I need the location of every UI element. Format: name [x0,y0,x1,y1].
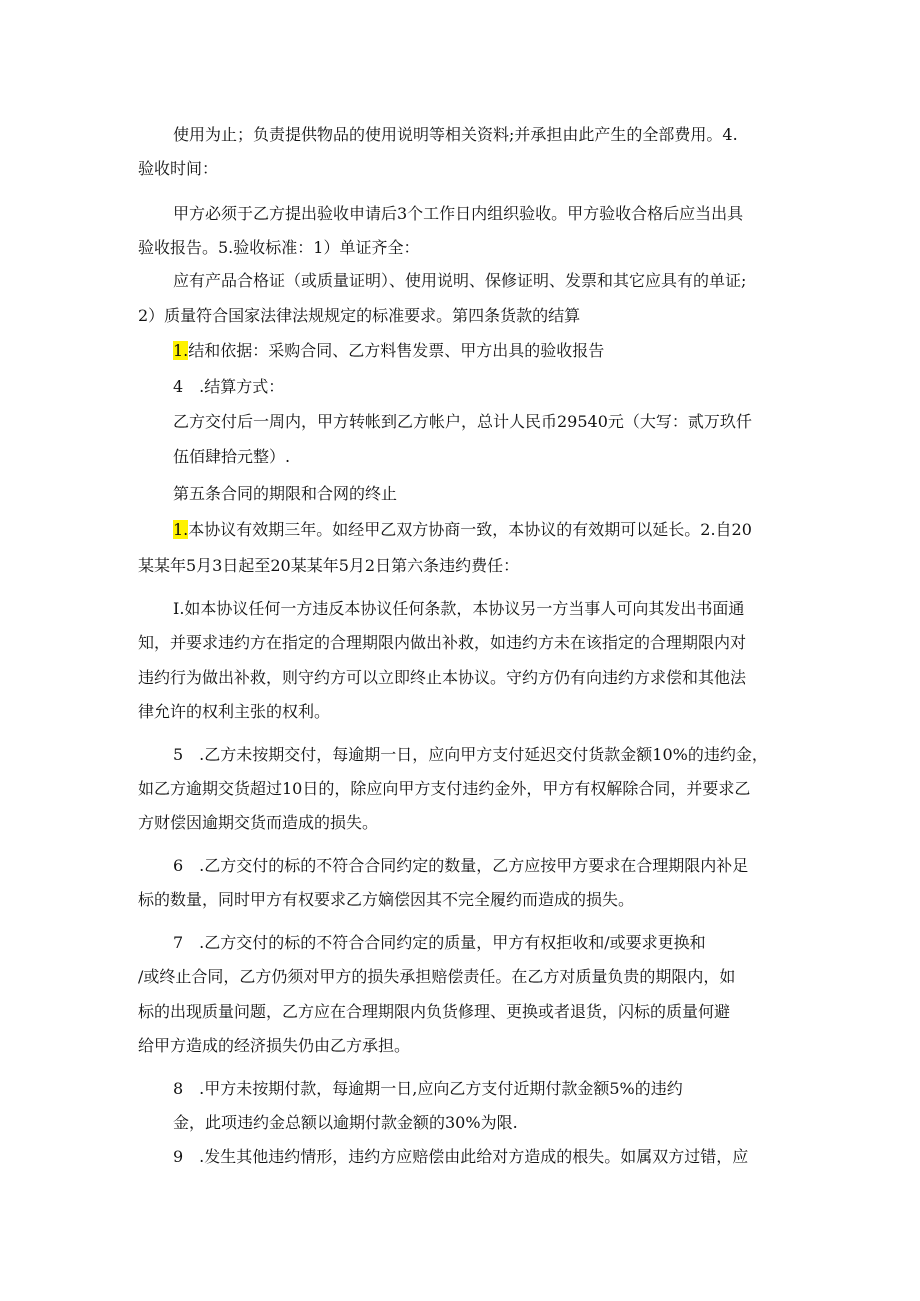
text-line: 应有产品合格证（或质量证明）、使用说明、保修证明、发票和其它应具有的单证; [173,271,747,290]
text-line: 律允许的权利主张的权利。 [138,702,331,721]
text-line: 甲方必须于乙方提出验收申请后3个工作日内组织验收。甲方验收合格后应当出具 [173,204,744,223]
text-line: 2）质量符合国家法律法规规定的标准要求。第四条货款的结算 [138,306,581,325]
text-line-highlighted [173,340,604,362]
highlight-mark: 1. [173,341,189,360]
text-line: 伍佰肆拾元整）. [173,447,291,466]
text-line-content: 本协议有效期三年。如经甲乙双方协商一致，本协议的有效期可以延长。2.自20 [188,520,752,539]
text-line: I.如本协议任何一方违反本协议任何条款，本协议另一方当事人可向其发出书面通 [173,599,745,618]
text-line-content: 结和依据：采购合同、乙方料售发票、甲方出具的验收报告 [188,341,605,360]
text-line: 方财偿因逾期交货而造成的损失。 [138,813,379,832]
text-line: 6 .乙方交付的标的不符合合同约定的数量，乙方应按甲方要求在合理期限内补足 [173,856,749,875]
text-line: 给甲方造成的经济损失仍由乙方承担。 [138,1036,411,1055]
text-line: 验收报告。5.验收标准：1）单证齐全： [138,238,420,257]
text-line: /或终止合同，乙方仍须对甲方的损失承担赔偿责任。在乙方对质量负贵的期限内，如 [138,967,736,986]
text-line: 验收时间： [138,159,219,178]
text-line: 知，并要求违约方在指定的合理期限内做出补救，如违约方未在该指定的合理期限内对 [138,633,747,652]
text-line: 违约行为做出补救，则守约方可以立即终止本协议。守约方仍有向违约方求偿和其他法 [138,668,747,687]
text-line: 4 .结算方式： [173,377,285,396]
text-line: 乙方交付后一周内，甲方转帐到乙方帐户，总计人民币29540元（大写：贰万玖仟 [173,412,752,431]
text-line: 标的出现质量问题，乙方应在合理期限内负货修理、更换或者退货，闪标的质量何避 [138,1002,731,1021]
text-line: 使用为止；负责提供物品的使用说明等相关资料;并承担由此产生的全部费用。4. [173,125,738,144]
text-line: 5 .乙方未按期交付，每逾期一日，应向甲方支付延迟交付货款金额10%的违约金， [173,745,768,764]
text-line: 8 .甲方未按期付款，每逾期一日,应向乙方支付近期付款金额5%的违约 [173,1079,683,1098]
text-line: 9 .发生其他违约情形，违约方应赔偿由此给对方造成的根失。如属双方过错，应 [173,1147,749,1166]
highlight-mark: 1. [173,520,189,539]
text-line-highlighted [173,519,752,541]
text-line: 7 .乙方交付的标的不符合合同约定的质量，甲方有权拒收和/或要求更换和 [173,933,706,952]
text-line: 某某年5月3日起至20某某年5月2日第六条违约费任： [138,556,520,575]
text-line: 金，此项违约金总额以逾期付款金额的30%为限. [173,1113,518,1132]
text-line: 标的数量，同时甲方有权要求乙方嫡偿因其不完全履约而造成的损失。 [138,890,635,909]
text-line: 第五条合同的期限和合网的终止 [173,484,398,503]
text-line: 如乙方逾期交货超过10日的，除应向甲方支付违约金外，甲方有权解除合同，并要求乙 [138,779,751,798]
